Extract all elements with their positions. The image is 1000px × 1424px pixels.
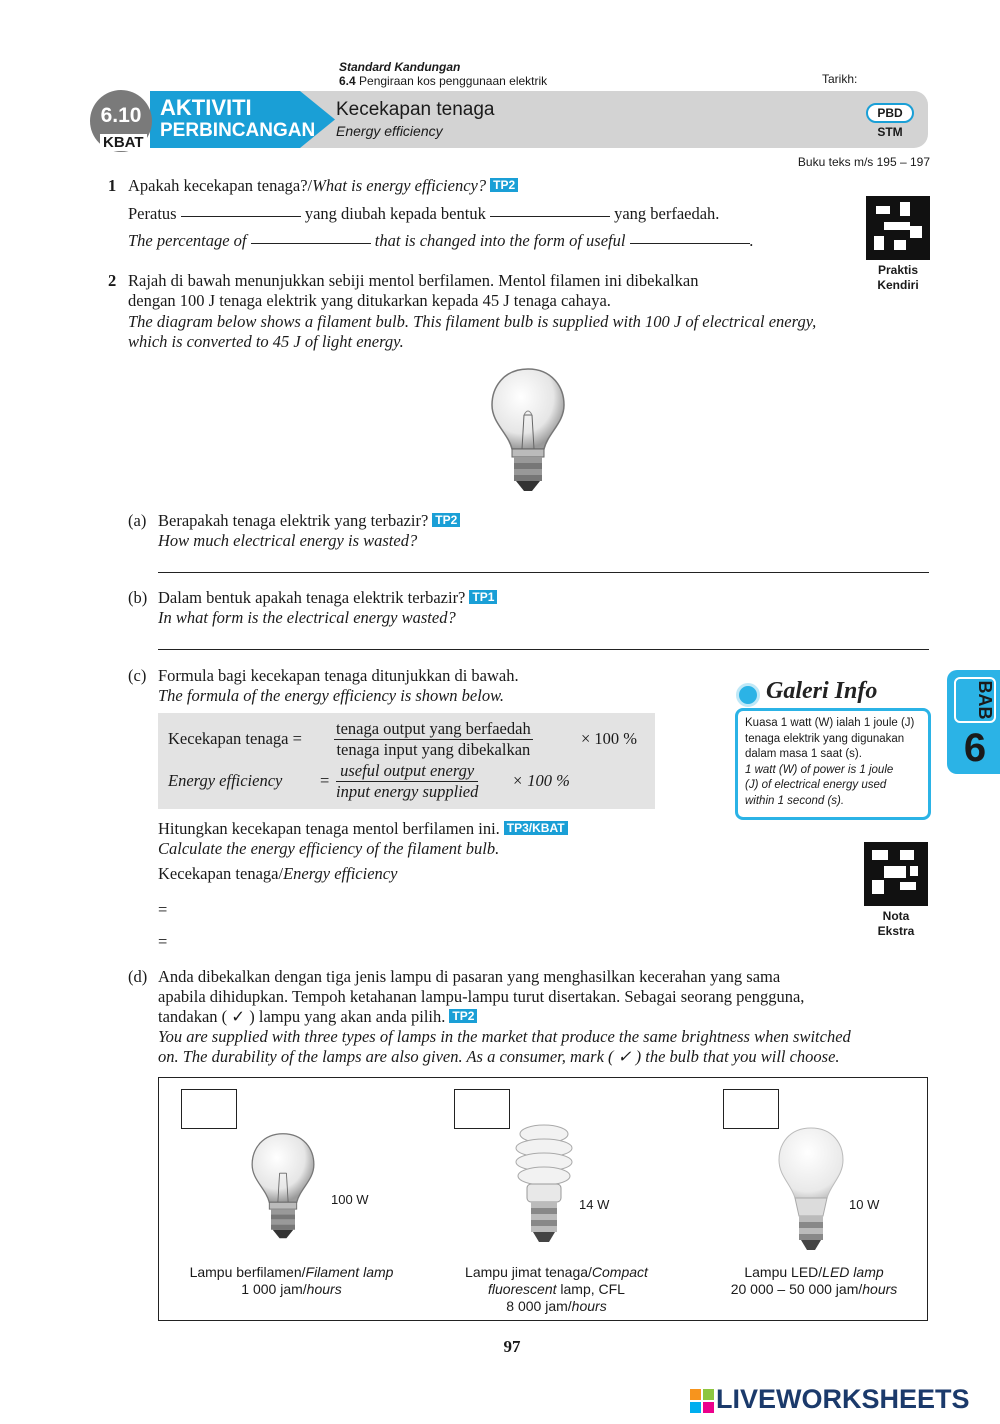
qd-text-ms-3: tandakan ( ✓ ) lampu yang akan anda pilih. TP2 [158, 1007, 477, 1027]
answer-line-a[interactable] [158, 572, 929, 573]
pbd-badge: PBD [866, 103, 914, 123]
q2-text-ms-2: dengan 100 J tenaga elektrik yang ditukarkan kepada 45 J tenaga cahaya. [128, 291, 611, 310]
answer-blank[interactable] [251, 243, 371, 244]
answer-blank[interactable] [490, 216, 610, 217]
q1-number: 1 [108, 176, 117, 195]
tp-badge: TP2 [449, 1009, 477, 1023]
tp-badge: TP1 [469, 590, 497, 604]
qr-label-praktis: Praktis Kendiri [877, 263, 919, 292]
lamp-caption-filament: Lampu berfilamen/Filament lamp 1 000 jam/hours [189, 1264, 394, 1297]
qa-label: (a) [128, 511, 147, 530]
qc-equals-1: = [158, 900, 168, 919]
q2-text-ms-1: Rajah di bawah menunjukkan sebiji mentol berfilamen. Mentol filamen ini dibekalkan [128, 271, 699, 290]
led-lamp-image [775, 1124, 847, 1254]
standard-line [339, 74, 547, 88]
qc-text-en: The formula of the energy efficiency is shown below. [158, 686, 504, 705]
filament-bulb-image [486, 365, 570, 495]
q2-text-en-2: which is converted to 45 J of light energy. [128, 332, 404, 351]
q1-blank-line-ms: Peratus yang diubah kepada bentuk yang berfaedah. [128, 204, 720, 223]
checkbox-led-lamp[interactable] [723, 1089, 779, 1129]
answer-blank[interactable] [181, 216, 301, 217]
qc-answer-label: Kecekapan tenaga/Energy efficiency [158, 864, 398, 883]
qa-question: Berapakah tenaga elektrik yang terbazir? TP2 [158, 511, 460, 531]
activity-line2: PERBINCANGAN [160, 120, 316, 141]
checkbox-filament-lamp[interactable] [181, 1089, 237, 1129]
qr-code-icon[interactable] [864, 842, 928, 906]
badge-number: 6.10 [100, 104, 142, 127]
qr-code-icon[interactable] [866, 196, 930, 260]
date-label: Tarikh: [822, 72, 858, 86]
activity-line1: AKTIVITI [160, 95, 252, 120]
chapter-number: 6 [963, 726, 987, 770]
qa-question-en: How much electrical energy is wasted? [158, 531, 418, 550]
lamp-choice-table [158, 1077, 928, 1321]
textbook-reference: Buku teks m/s 195 – 197 [797, 155, 930, 169]
standard-num: 6.4 [339, 74, 356, 88]
lamp-watt: 14 W [579, 1197, 610, 1212]
formula-en-equals: = [320, 771, 330, 790]
standard-text: Pengiraan kos penggunaan elektrik [359, 74, 548, 88]
answer-line-b[interactable] [158, 649, 929, 650]
answer-field-2[interactable] [180, 930, 680, 952]
chapter-label: BAB [975, 680, 995, 720]
q2-text-en-1: The diagram below shows a filament bulb. This filament bulb is supplied with 100 J of electrical energy, [128, 312, 817, 331]
qd-text-ms-1: Anda dibekalkan dengan tiga jenis lampu di pasaran yang menghasilkan kecerahan yang sama [158, 967, 781, 986]
info-icon [736, 683, 760, 707]
filament-lamp-image [247, 1124, 319, 1248]
standard-label: Standard Kandungan [339, 60, 461, 74]
qb-question-en: In what form is the electrical energy wasted? [158, 608, 456, 627]
answer-field-1[interactable] [180, 898, 680, 920]
cfl-lamp-image [509, 1120, 579, 1250]
lamp-watt: 10 W [849, 1197, 880, 1212]
liveworksheets-brand[interactable]: LIVEWORKSHEETS [716, 1384, 970, 1414]
qc-label: (c) [128, 666, 147, 685]
qd-text-en-2: on. The durability of the lamps are also given. As a consumer, mark ( ✓ ) the bulb that you will choose. [158, 1047, 840, 1066]
qd-text-en-1: You are supplied with three types of lamps in the market that produce the same brightness when switched [158, 1027, 851, 1046]
qc-equals-2: = [158, 932, 168, 951]
formula-ms-multiplier: × 100 % [581, 729, 638, 748]
qb-label: (b) [128, 588, 148, 607]
formula-box [158, 713, 655, 809]
formula-ms-fraction: tenaga output yang berfaedah tenaga input yang dibekalkan [336, 719, 531, 759]
answer-blank[interactable] [630, 243, 750, 244]
lamp-caption-cfl: Lampu jimat tenaga/Compact fluorescent lamp, CFL 8 000 jam/hours [465, 1264, 648, 1314]
qc-text-ms: Formula bagi kecekapan tenaga ditunjukkan di bawah. [158, 666, 519, 685]
qd-text-ms-2: apabila dihidupkan. Tempoh ketahanan lampu-lampu turut disertakan. Sebagai seorang pengguna, [158, 987, 805, 1006]
lamp-caption-led: Lampu LED/LED lamp 20 000 – 50 000 jam/hours [730, 1264, 898, 1297]
formula-en-multiplier: × 100 % [512, 771, 570, 790]
formula-en-fraction: useful output energy input energy supplied [336, 761, 479, 801]
page-number: 97 [503, 1337, 521, 1356]
q1-question: Apakah kecekapan tenaga?/What is energy efficiency? TP2 [128, 176, 518, 196]
formula-en-label: Energy efficiency [168, 771, 283, 790]
page-subtitle: Energy efficiency [336, 123, 443, 139]
tp-badge: TP2 [490, 178, 518, 192]
badge-kbat: KBAT [100, 134, 147, 151]
tp-badge: TP3/KBAT [504, 821, 568, 835]
checkbox-cfl-lamp[interactable] [454, 1089, 510, 1129]
stm-label: STM [877, 125, 903, 139]
q1-blank-line-en: The percentage of that is changed into the form of useful . [128, 231, 754, 250]
liveworksheets-logo-icon [690, 1389, 714, 1413]
qr-label-nota: Nota Ekstra [877, 909, 915, 938]
page-title: Kecekapan tenaga [336, 99, 495, 120]
qb-question: Dalam bentuk apakah tenaga elektrik terbazir? TP1 [158, 588, 497, 608]
formula-ms-label: Kecekapan tenaga = [168, 729, 302, 748]
qc-calc-ms: Hitungkan kecekapan tenaga mentol berfilamen ini. TP3/KBAT [158, 819, 568, 839]
qc-calc-en: Calculate the energy efficiency of the filament bulb. [158, 839, 500, 858]
galeri-info-title: Galeri Info [766, 678, 878, 704]
q2-number: 2 [108, 271, 117, 290]
galeri-info-box: Kuasa 1 watt (W) ialah 1 joule (J) tenaga elektrik yang digunakan dalam masa 1 saat (s). 1 watt (W) of power is 1 joule (J) of electrical energy used within 1 second (s). [735, 708, 931, 820]
qd-label: (d) [128, 967, 148, 986]
lamp-watt: 100 W [331, 1192, 369, 1207]
tp-badge: TP2 [432, 513, 460, 527]
